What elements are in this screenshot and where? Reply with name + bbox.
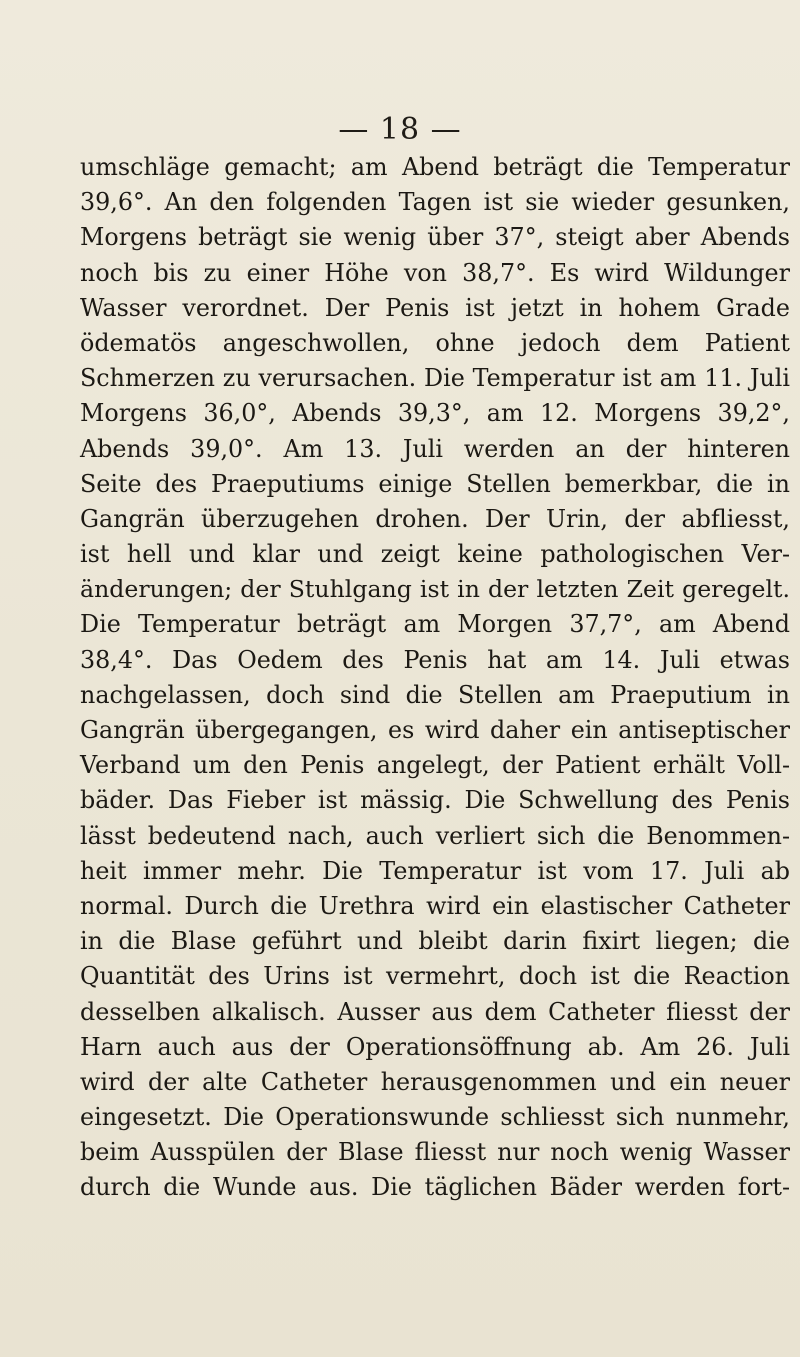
text-line: Abends 39,0°. Am 13. Juli werden an der hinteren [80,434,790,463]
page-number: — 18 — [338,112,462,147]
text-line: eingesetzt. Die Operationswunde schliesst sich nunmehr, [80,1103,790,1132]
text-line: Gangrän übergegangen, es wird daher ein antiseptischer [80,716,790,744]
text-line: Morgens 36,0°, Abends 39,3°, am 12. Morgens 39,2°, [80,399,790,428]
text-line: normal. Durch die Urethra wird ein elastischer Catheter [80,891,790,920]
text-line: 39,6°. An den folgenden Tagen ist sie wieder gesunken, [80,188,790,217]
text-line: Seite des Praeputiums einige Stellen bemerkbar, die in [80,469,790,498]
text-line: Wasser verordnet. Der Penis ist jetzt in hohem Grade [80,293,790,322]
text-line: Verband um den Penis angelegt, der Patient erhält Voll- [80,751,790,780]
text-line: bäder. Das Fieber ist mässig. Die Schwellung des Penis [80,786,790,815]
text-line: heit immer mehr. Die Temperatur ist vom 17. Juli ab [80,856,790,885]
text-line: desselben alkalisch. Ausser aus dem Catheter fliesst der [80,997,790,1026]
text-line: Morgens beträgt sie wenig über 37°, steigt aber Abends [80,223,790,252]
text-line: beim Ausspülen der Blase fliesst nur noch wenig Wasser [80,1138,790,1167]
text-line: Gangrän überzugehen drohen. Der Urin, der abfliesst, [80,504,790,533]
text-line: durch die Wunde aus. Die täglichen Bäder werden fort- [80,1173,790,1202]
text-line: 38,4°. Das Oedem des Penis hat am 14. Juli etwas [80,645,790,674]
text-line: umschläge gemacht; am Abend beträgt die Temperatur [80,153,790,181]
body-text [80,150,790,1206]
text-line: wird der alte Catheter herausgenommen und ein neuer [80,1067,790,1096]
text-line: Quantität des Urins ist vermehrt, doch ist die Reaction [80,962,790,991]
text-line: änderungen; der Stuhlgang ist in der letzten Zeit geregelt. [80,575,790,604]
text-line: Harn auch aus der Operationsöffnung ab. Am 26. Juli [80,1032,790,1061]
text-line: noch bis zu einer Höhe von 38,7°. Es wird Wildunger [80,258,790,287]
text-line: lässt bedeutend nach, auch verliert sich die Benommen- [80,821,790,850]
text-line: ödematös angeschwollen, ohne jedoch dem Patient [80,328,790,357]
text-line: nachgelassen, doch sind die Stellen am Praeputium in [80,680,790,709]
text-line: Die Temperatur beträgt am Morgen 37,7°, am Abend [80,610,790,639]
text-line: in die Blase geführt und bleibt darin fixirt liegen; die [80,927,790,956]
text-line: Schmerzen zu verursachen. Die Temperatur ist am 11. Juli [80,364,790,393]
text-line: ist hell und klar und zeigt keine pathologischen Ver- [80,540,790,569]
